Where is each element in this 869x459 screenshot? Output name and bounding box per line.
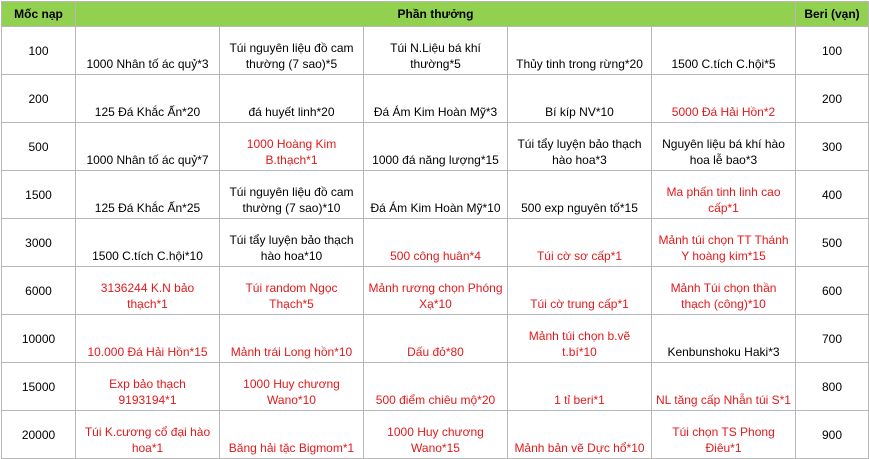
table-row: [2, 315, 869, 363]
milestone-cell: 20000: [2, 411, 76, 459]
beri-cell: 300: [796, 123, 869, 171]
reward-cell: NL tăng cấp Nhẫn túi S*1: [652, 363, 796, 411]
table-row: [2, 75, 869, 123]
reward-cell: Băng hải tặc Bigmom*1: [220, 411, 364, 459]
milestone-cell: 500: [2, 123, 76, 171]
table-row: [2, 171, 869, 219]
beri-cell: 500: [796, 219, 869, 267]
reward-table: [1, 1, 869, 459]
milestone-cell: 1500: [2, 171, 76, 219]
reward-cell: Đá Ám Kim Hoàn Mỹ*3: [364, 75, 508, 123]
reward-cell: Kenbunshoku Haki*3: [652, 315, 796, 363]
table-row: [2, 123, 869, 171]
table-row: [2, 363, 869, 411]
reward-cell: 1000 Huy chương Wano*15: [364, 411, 508, 459]
reward-cell: 1000 Hoàng Kim B.thạch*1: [220, 123, 364, 171]
reward-cell: Mảnh túi chọn b.vẽ t.bí*10: [508, 315, 652, 363]
reward-cell: 1000 Nhân tố ác quỷ*7: [76, 123, 220, 171]
reward-cell: Túi tẩy luyện bảo thạch hào hoa*10: [220, 219, 364, 267]
reward-cell: Mảnh rương chọn Phóng Xạ*10: [364, 267, 508, 315]
reward-cell: 1000 Huy chương Wano*10: [220, 363, 364, 411]
reward-cell: Mảnh Túi chọn thần thạch (công)*10: [652, 267, 796, 315]
milestone-cell: 100: [2, 27, 76, 75]
reward-cell: 500 exp nguyên tố*15: [508, 171, 652, 219]
reward-cell: Thủy tinh trong rừng*20: [508, 27, 652, 75]
table-row: [2, 411, 869, 459]
milestone-cell: 10000: [2, 315, 76, 363]
reward-cell: Dấu đỏ*80: [364, 315, 508, 363]
reward-cell: Ma phấn tinh linh cao cấp*1: [652, 171, 796, 219]
reward-cell: Túi random Ngọc Thạch*5: [220, 267, 364, 315]
reward-cell: Mảnh bản vẽ Dực hổ*10: [508, 411, 652, 459]
beri-cell: 700: [796, 315, 869, 363]
reward-cell: 1000 đá năng lượng*15: [364, 123, 508, 171]
reward-cell: Đá Ám Kim Hoàn Mỹ*10: [364, 171, 508, 219]
reward-cell: 500 công huân*4: [364, 219, 508, 267]
beri-cell: 400: [796, 171, 869, 219]
reward-cell: Mảnh túi chọn TT Thánh Y hoàng kim*15: [652, 219, 796, 267]
reward-cell: Túi nguyên liệu đồ cam thường (7 sao)*5: [220, 27, 364, 75]
reward-cell: 5000 Đá Hải Hồn*2: [652, 75, 796, 123]
reward-cell: 1000 Nhân tố ác quỷ*3: [76, 27, 220, 75]
beri-cell: 600: [796, 267, 869, 315]
reward-cell: 500 điểm chiêu mộ*20: [364, 363, 508, 411]
reward-cell: Túi N.Liệu bá khí thường*5: [364, 27, 508, 75]
header-row: [2, 2, 869, 27]
reward-cell: đá huyết linh*20: [220, 75, 364, 123]
beri-cell: 800: [796, 363, 869, 411]
reward-cell: Exp bảo thạch 9193194*1: [76, 363, 220, 411]
beri-cell: 900: [796, 411, 869, 459]
milestone-cell: 6000: [2, 267, 76, 315]
reward-cell: Túi chọn TS Phong Điêu*1: [652, 411, 796, 459]
reward-cell: Nguyên liệu bá khí hào hoa lễ bao*3: [652, 123, 796, 171]
table-row: [2, 267, 869, 315]
reward-cell: 125 Đá Khắc Ấn*20: [76, 75, 220, 123]
reward-cell: 10.000 Đá Hải Hồn*15: [76, 315, 220, 363]
table-row: [2, 27, 869, 75]
reward-cell: Túi cờ sơ cấp*1: [508, 219, 652, 267]
beri-header: Beri (vạn): [796, 2, 869, 27]
beri-cell: 100: [796, 27, 869, 75]
beri-cell: 200: [796, 75, 869, 123]
reward-cell: 1 tỉ beri*1: [508, 363, 652, 411]
milestone-cell: 3000: [2, 219, 76, 267]
milestone-cell: 200: [2, 75, 76, 123]
reward-cell: Mảnh trái Long hồn*10: [220, 315, 364, 363]
reward-cell: 3136244 K.N bảo thạch*1: [76, 267, 220, 315]
reward-cell: Túi cờ trung cấp*1: [508, 267, 652, 315]
reward-cell: Túi K.cương cổ đại hào hoa*1: [76, 411, 220, 459]
reward-cell: Túi tẩy luyện bảo thạch hào hoa*3: [508, 123, 652, 171]
reward-cell: 1500 C.tích C.hội*10: [76, 219, 220, 267]
reward-header: Phần thưởng: [76, 2, 796, 27]
milestone-header: Mốc nạp: [2, 2, 76, 27]
table-row: [2, 219, 869, 267]
reward-cell: Bí kíp NV*10: [508, 75, 652, 123]
reward-cell: Túi nguyên liệu đồ cam thường (7 sao)*10: [220, 171, 364, 219]
milestone-cell: 15000: [2, 363, 76, 411]
reward-cell: 125 Đá Khắc Ấn*25: [76, 171, 220, 219]
reward-cell: 1500 C.tích C.hội*5: [652, 27, 796, 75]
